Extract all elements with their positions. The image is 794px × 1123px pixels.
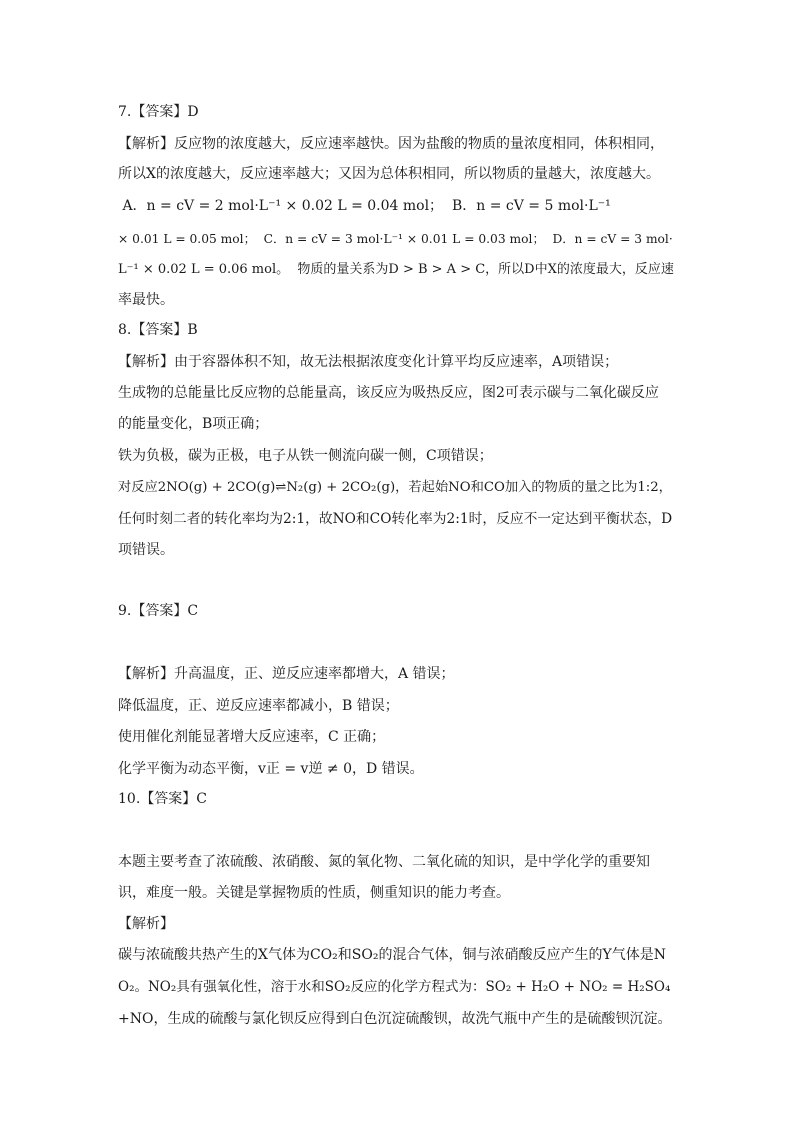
answer-10-line-6: +NO，生成的硫酸与氯化钡反应得到白色沉淀硫酸钡，故洗气瓶中产生的是硫酸钡沉淀。 (118, 1011, 672, 1027)
answer-7-line-6: 率最快。 (118, 292, 174, 308)
answer-10-heading: 10.【答案】C (118, 791, 207, 807)
answer-9-line-3: 使用催化剂能显著增大反应速率，C 正确； (118, 729, 386, 745)
answer-8-line-2: 生成物的总能量比反应物的总能量高，该反应为吸热反应，图2可表示碳与二氧化碳反应 (118, 385, 659, 401)
answer-7-line-2: 所以X的浓度越大，反应速率越大；又因为总体积相同，所以物质的量越大，浓度越大。 (118, 166, 660, 182)
answer-8-line-1: 【解析】由于容器体积不知，故无法根据浓度变化计算平均反应速率，A项错误； (118, 354, 619, 370)
answer-7-line-1: 【解析】反应物的浓度越大，反应速率越快。因为盐酸的物质的量浓度相同，体积相同， (118, 136, 664, 152)
answer-7-line-3: A．n = cV = 2 mol·L⁻¹ × 0.02 L = 0.04 mol； B．n = cV = 5 mol·L⁻¹ (118, 198, 611, 214)
answer-8-line-6: 任何时刻二者的转化率均为2:1，故NO和CO转化率为2:1时，反应不一定达到平衡状态，D (118, 511, 673, 527)
answer-8-line-3: 的能量变化，B项正确； (118, 416, 269, 432)
answer-8-line-7: 项错误。 (118, 542, 174, 558)
answer-10-line-2: 识，难度一般。关键是掌握物质的性质，侧重知识的能力考查。 (118, 885, 510, 901)
answer-7-line-4: × 0.01 L = 0.05 mol； C．n = cV = 3 mol·L⁻¹ × 0.01 L = 0.03 mol； D．n = cV = 3 mol· (118, 232, 673, 246)
answer-9-line-4: 化学平衡为动态平衡，v正 = v逆 ≠ 0，D 错误。 (118, 761, 424, 777)
answer-9-line-2: 降低温度，正、逆反应速率都减小，B 错误； (118, 698, 399, 714)
answer-8-heading: 8.【答案】B (118, 322, 198, 338)
answer-10-line-5: O₂。NO₂具有强氧化性，溶于水和SO₂反应的化学方程式为：SO₂ + H₂O + NO₂ = H₂SO₄ (118, 979, 671, 995)
answer-10-line-1: 本题主要考查了浓硫酸、浓硝酸、氮的氧化物、二氧化硫的知识，是中学化学的重要知 (118, 854, 650, 870)
answer-7-line-5: L⁻¹ × 0.02 L = 0.06 mol。 物质的量关系为D > B > A > C，所以D中X的浓度最大，反应速 (118, 262, 674, 277)
answer-7-heading: 7.【答案】D (118, 104, 199, 120)
answer-9-line-1: 【解析】升高温度，正、逆反应速率都增大，A 错误； (118, 666, 455, 682)
answer-10-line-3: 【解析】 (118, 916, 174, 932)
answer-10-line-4: 碳与浓硫酸共热产生的X气体为CO₂和SO₂的混合气体，铜与浓硝酸反应产生的Y气体是N (118, 947, 666, 963)
answer-8-line-4: 铁为负极，碳为正极，电子从铁一侧流向碳一侧，C项错误； (118, 448, 493, 464)
answer-8-line-5: 对反应2NO(g) + 2CO(g)⇌N₂(g) + 2CO₂(g)，若起始NO和CO加入的物质的量之比为1:2， (118, 480, 672, 495)
answer-9-heading: 9.【答案】C (118, 603, 199, 619)
